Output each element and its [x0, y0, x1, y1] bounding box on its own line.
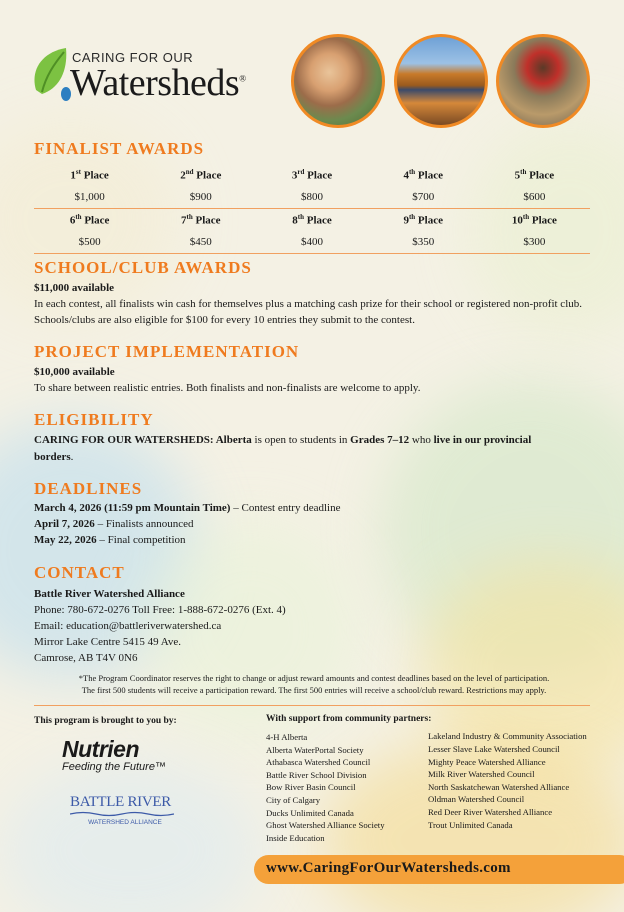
deadline-item: April 7, 2026 – Finalists announced [34, 518, 194, 530]
partner-item: Inside Education [266, 832, 325, 843]
partner-item: Bow River Basin Council [266, 782, 356, 793]
place-label: 8th Place [292, 213, 332, 227]
partner-item: Mighty Peace Watershed Alliance [428, 756, 546, 767]
contact-email[interactable]: Email: education@battleriverwatershed.ca [34, 620, 222, 632]
place-label: 2nd Place [180, 168, 222, 182]
section-divider [34, 705, 590, 706]
place-label: 10th Place [511, 213, 557, 227]
partner-item: Athabasca Watershed Council [266, 757, 371, 768]
students-reading-photo [291, 34, 385, 128]
note-line2: The first 500 students will receive a participation reward. The first 500 entries will receive a school/club reward. Restrictions may apply. [81, 685, 547, 695]
partner-item: Ghost Watershed Alliance Society [266, 820, 385, 831]
award-amount: $1,000 [74, 191, 105, 203]
contact-phone: Phone: 780-672-0276 Toll Free: 1-888-672-0276 (Ext. 4) [34, 604, 286, 616]
website-link[interactable]: www.CaringForOurWatersheds.com [266, 860, 511, 876]
school-club-section [34, 280, 594, 328]
cfow-logo [32, 44, 282, 108]
award-amount: $450 [189, 236, 212, 248]
partners-label: With support from community partners: [266, 714, 432, 724]
logo-tagline: CARING FOR OUR [72, 50, 194, 65]
partner-item: Lesser Slave Lake Watershed Council [428, 744, 560, 754]
partner-item: Trout Unlimited Canada [428, 819, 513, 830]
award-amount: $700 [412, 191, 435, 203]
place-label: 1st Place [70, 168, 109, 182]
river-wave-icon [70, 811, 174, 817]
partner-item: Battle River School Division [266, 769, 367, 780]
place-label: 6th Place [69, 213, 110, 227]
eligibility-body: CARING FOR OUR WATERSHEDS: Alberta is open to students in Grades 7–12 who live in our provincial borders. [34, 434, 532, 463]
finalist-awards-table [34, 164, 590, 254]
contact-address-line1: Mirror Lake Centre 5415 49 Ave. [34, 636, 182, 648]
partner-item: North Saskatchewan Watershed Alliance [428, 781, 570, 792]
award-amount: $350 [412, 236, 435, 248]
partner-item: Milk River Watershed Council [428, 769, 535, 780]
awards-place-row [34, 209, 590, 231]
award-amount: $500 [78, 236, 101, 248]
partner-item: 4-H Alberta [266, 732, 308, 742]
award-amount: $400 [301, 236, 323, 248]
fine-print-note [34, 672, 594, 696]
place-label: 3rd Place [291, 168, 333, 182]
deadline-item: May 22, 2026 – Final competition [34, 534, 186, 546]
autumn-lake-photo [394, 34, 488, 128]
deadlines-title: DEADLINES [34, 479, 143, 498]
eligibility-section [34, 432, 554, 466]
partner-item: City of Calgary [266, 794, 321, 805]
place-label: 7th Place [181, 213, 221, 227]
partner-item: Alberta WaterPortal Society [266, 744, 364, 755]
student-sampling-water-photo [496, 34, 590, 128]
sponsor-label: This program is brought to you by: [34, 716, 177, 726]
school-available: $11,000 available [34, 282, 115, 294]
note-line1: *The Program Coordinator reserves the right to change or adjust reward amounts and contest deadlines based on the level of participation. [78, 673, 550, 683]
contact-section [34, 586, 594, 666]
place-label: 9th Place [403, 213, 443, 227]
deadline-item: March 4, 2026 (11:59 pm Mountain Time) – Contest entry deadline [34, 502, 341, 514]
finalist-awards-title: FINALIST AWARDS [34, 139, 205, 158]
place-label: 5th Place [514, 168, 555, 182]
battle-river-logo [70, 794, 180, 826]
contact-org: Battle River Watershed Alliance [34, 588, 185, 600]
place-label: 4th Place [403, 168, 443, 182]
award-amount: $800 [301, 191, 323, 203]
nutrien-tagline: Feeding the Future™ [62, 761, 166, 773]
school-body: In each contest, all finalists win cash for themselves plus a matching cash prize for their school or registered non-profit club. Schools/clubs are also eligible for $100 for every 10 entries they submit to the contest. [34, 298, 582, 326]
partners-list-col2 [428, 731, 598, 831]
awards-amount-row [34, 231, 590, 254]
deadlines-section [34, 500, 594, 548]
school-club-awards-title: SCHOOL/CLUB AWARDS [34, 258, 252, 277]
eligibility-title: ELIGIBILITY [34, 410, 154, 429]
contact-address-line2: Camrose, AB T4V 0N6 [34, 652, 138, 664]
partner-item: Ducks Unlimited Canada [266, 807, 354, 818]
award-amount: $600 [523, 191, 546, 203]
project-body: To share between realistic entries. Both finalists and non-finalists are welcome to apply. [34, 382, 421, 394]
awards-place-row [34, 164, 590, 186]
nutrien-logo [62, 736, 166, 773]
partner-item: Lakeland Industry & Community Association [428, 731, 587, 741]
nutrien-wordmark: Nutrien [62, 736, 139, 762]
partners-list-col1 [266, 731, 426, 844]
partner-item: Red Deer River Watershed Alliance [428, 806, 553, 817]
project-implementation-title: PROJECT IMPLEMENTATION [34, 342, 300, 361]
awards-amount-row [34, 186, 590, 209]
award-amount: $300 [523, 236, 546, 248]
project-available: $10,000 available [34, 366, 115, 378]
battle-river-subtitle: WATERSHED ALLIANCE [88, 819, 162, 826]
award-amount: $900 [189, 191, 212, 203]
partner-item: Oldman Watershed Council [428, 794, 525, 805]
leaf-logo-icon [32, 46, 72, 104]
battle-river-wordmark: BATTLE RIVER [70, 794, 171, 810]
project-section [34, 364, 594, 396]
logo-wordmark: Watersheds® [70, 62, 246, 104]
contact-title: CONTACT [34, 563, 125, 582]
